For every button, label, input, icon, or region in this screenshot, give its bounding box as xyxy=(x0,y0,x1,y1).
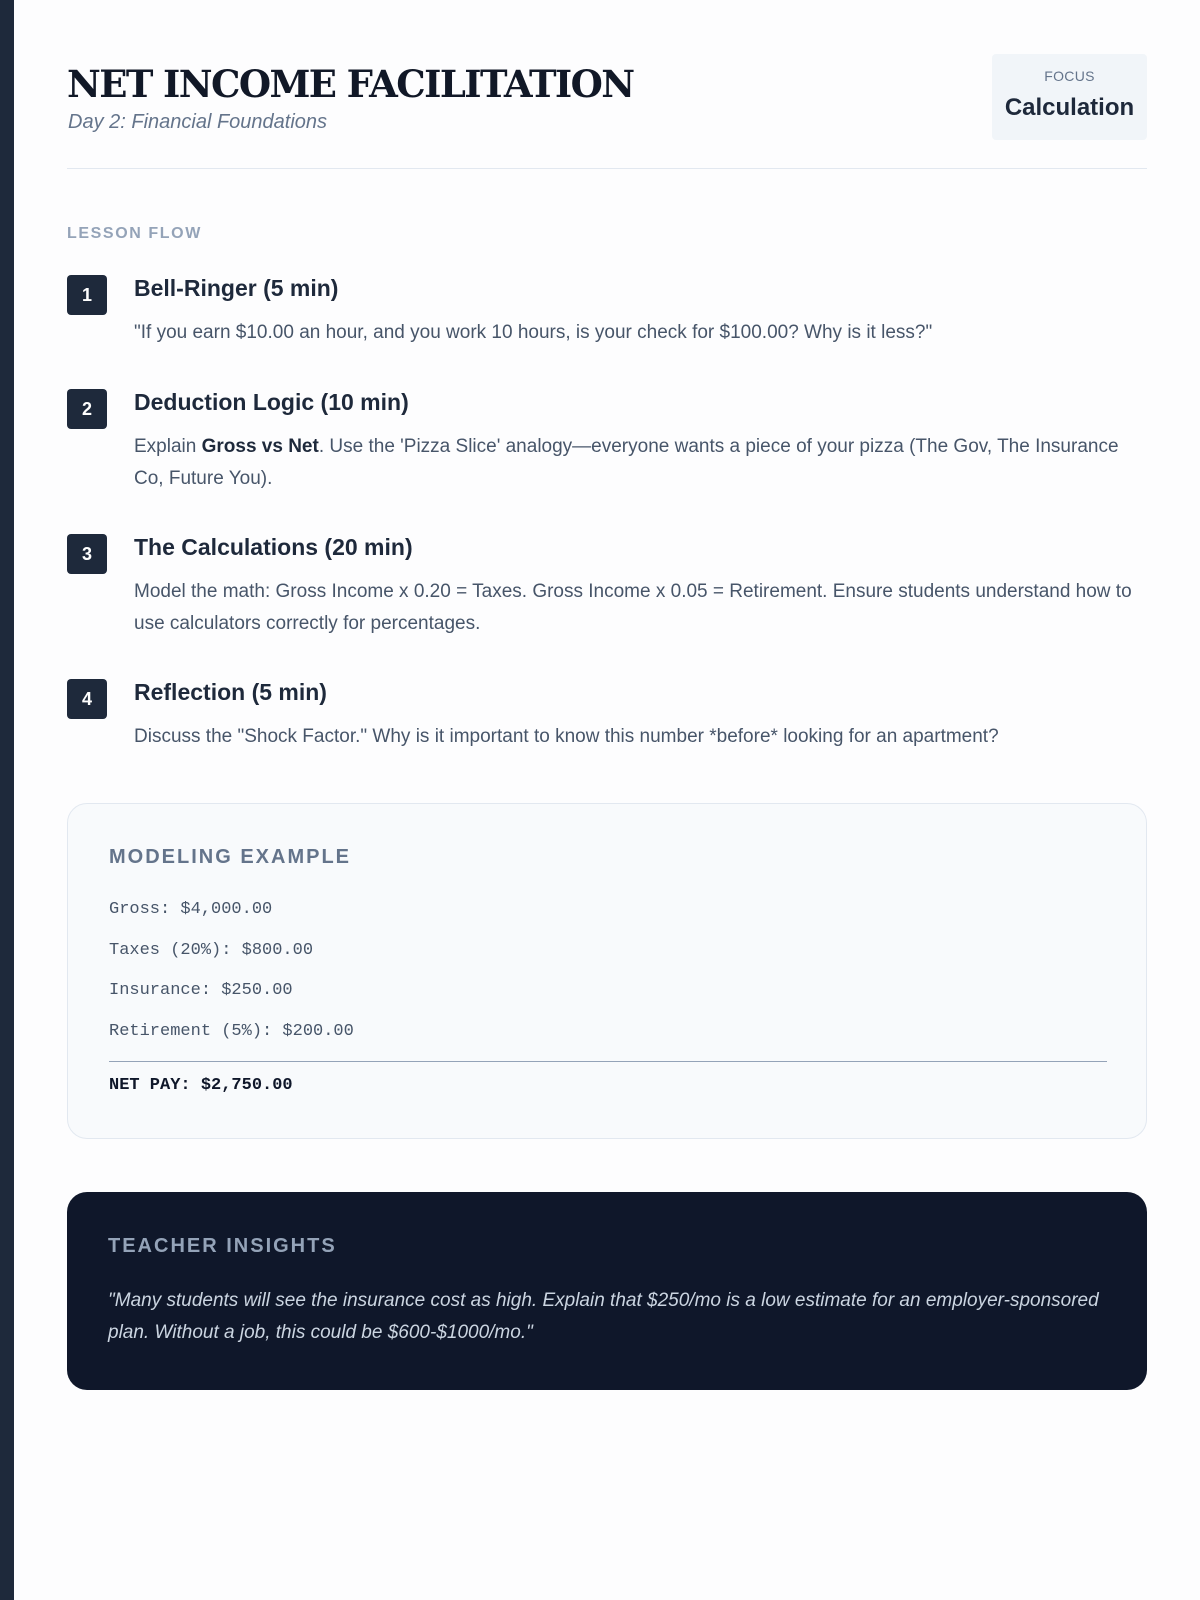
modeling-example-card xyxy=(67,803,1147,1139)
step-description xyxy=(134,431,1147,495)
lesson-flow-label: LESSON FLOW xyxy=(67,225,202,242)
gross-line: Gross: $4,000.00 xyxy=(109,900,273,919)
step-number: 4 xyxy=(67,679,107,719)
step-description-start: Explain xyxy=(134,436,202,457)
teacher-insights-quote: "Many students will see the insurance cost as high. Explain that $250/mo is a low estimate for an employer-sponsored plan. Without a job, this could be $600-$1000/mo." xyxy=(108,1290,1099,1343)
lesson-page xyxy=(67,0,1147,1600)
retirement-line: Retirement (5%): $200.00 xyxy=(109,1022,354,1041)
step-title: Bell-Ringer (5 min) xyxy=(134,275,339,301)
taxes-line: Taxes (20%): $800.00 xyxy=(109,941,314,960)
focus-label: FOCUS xyxy=(1044,68,1095,84)
step-description-end: . Use the 'Pizza Slice' analogy—everyone wants a piece of your pizza (The Gov, The Insurance Co, Future You). xyxy=(134,436,1119,489)
teacher-insights-heading: TEACHER INSIGHTS xyxy=(108,1235,337,1257)
step-number: 1 xyxy=(67,275,107,315)
focus-badge xyxy=(992,54,1147,140)
page-subtitle: Day 2: Financial Foundations xyxy=(68,111,328,133)
teacher-insights-card xyxy=(67,1192,1147,1390)
focus-value: Calculation xyxy=(1004,94,1135,121)
step-number: 3 xyxy=(67,534,107,574)
modeling-divider xyxy=(109,1061,1107,1062)
insurance-line: Insurance: $250.00 xyxy=(109,981,293,1000)
step-description: Model the math: Gross Income x 0.20 = Taxes. Gross Income x 0.05 = Retirement. Ensure students understand how to use calculators correctly for percentages. xyxy=(134,581,1132,634)
step-title: Reflection (5 min) xyxy=(134,679,327,705)
page-header xyxy=(67,54,1147,169)
net-pay-line: NET PAY: $2,750.00 xyxy=(109,1076,293,1095)
step-description-emphasis: Gross vs Net xyxy=(201,436,319,457)
step-title: Deduction Logic (10 min) xyxy=(134,389,409,415)
left-accent-bar xyxy=(0,0,14,1600)
page-title: NET INCOME FACILITATION xyxy=(67,62,634,106)
modeling-example-heading: MODELING EXAMPLE xyxy=(109,846,352,868)
step-title: The Calculations (20 min) xyxy=(134,534,413,560)
step-description: "If you earn $10.00 an hour, and you work 10 hours, is your check for $100.00? Why is it less?" xyxy=(134,322,933,343)
step-number: 2 xyxy=(67,389,107,429)
step-description: Discuss the "Shock Factor." Why is it important to know this number *before* looking for an apartment? xyxy=(134,726,999,747)
